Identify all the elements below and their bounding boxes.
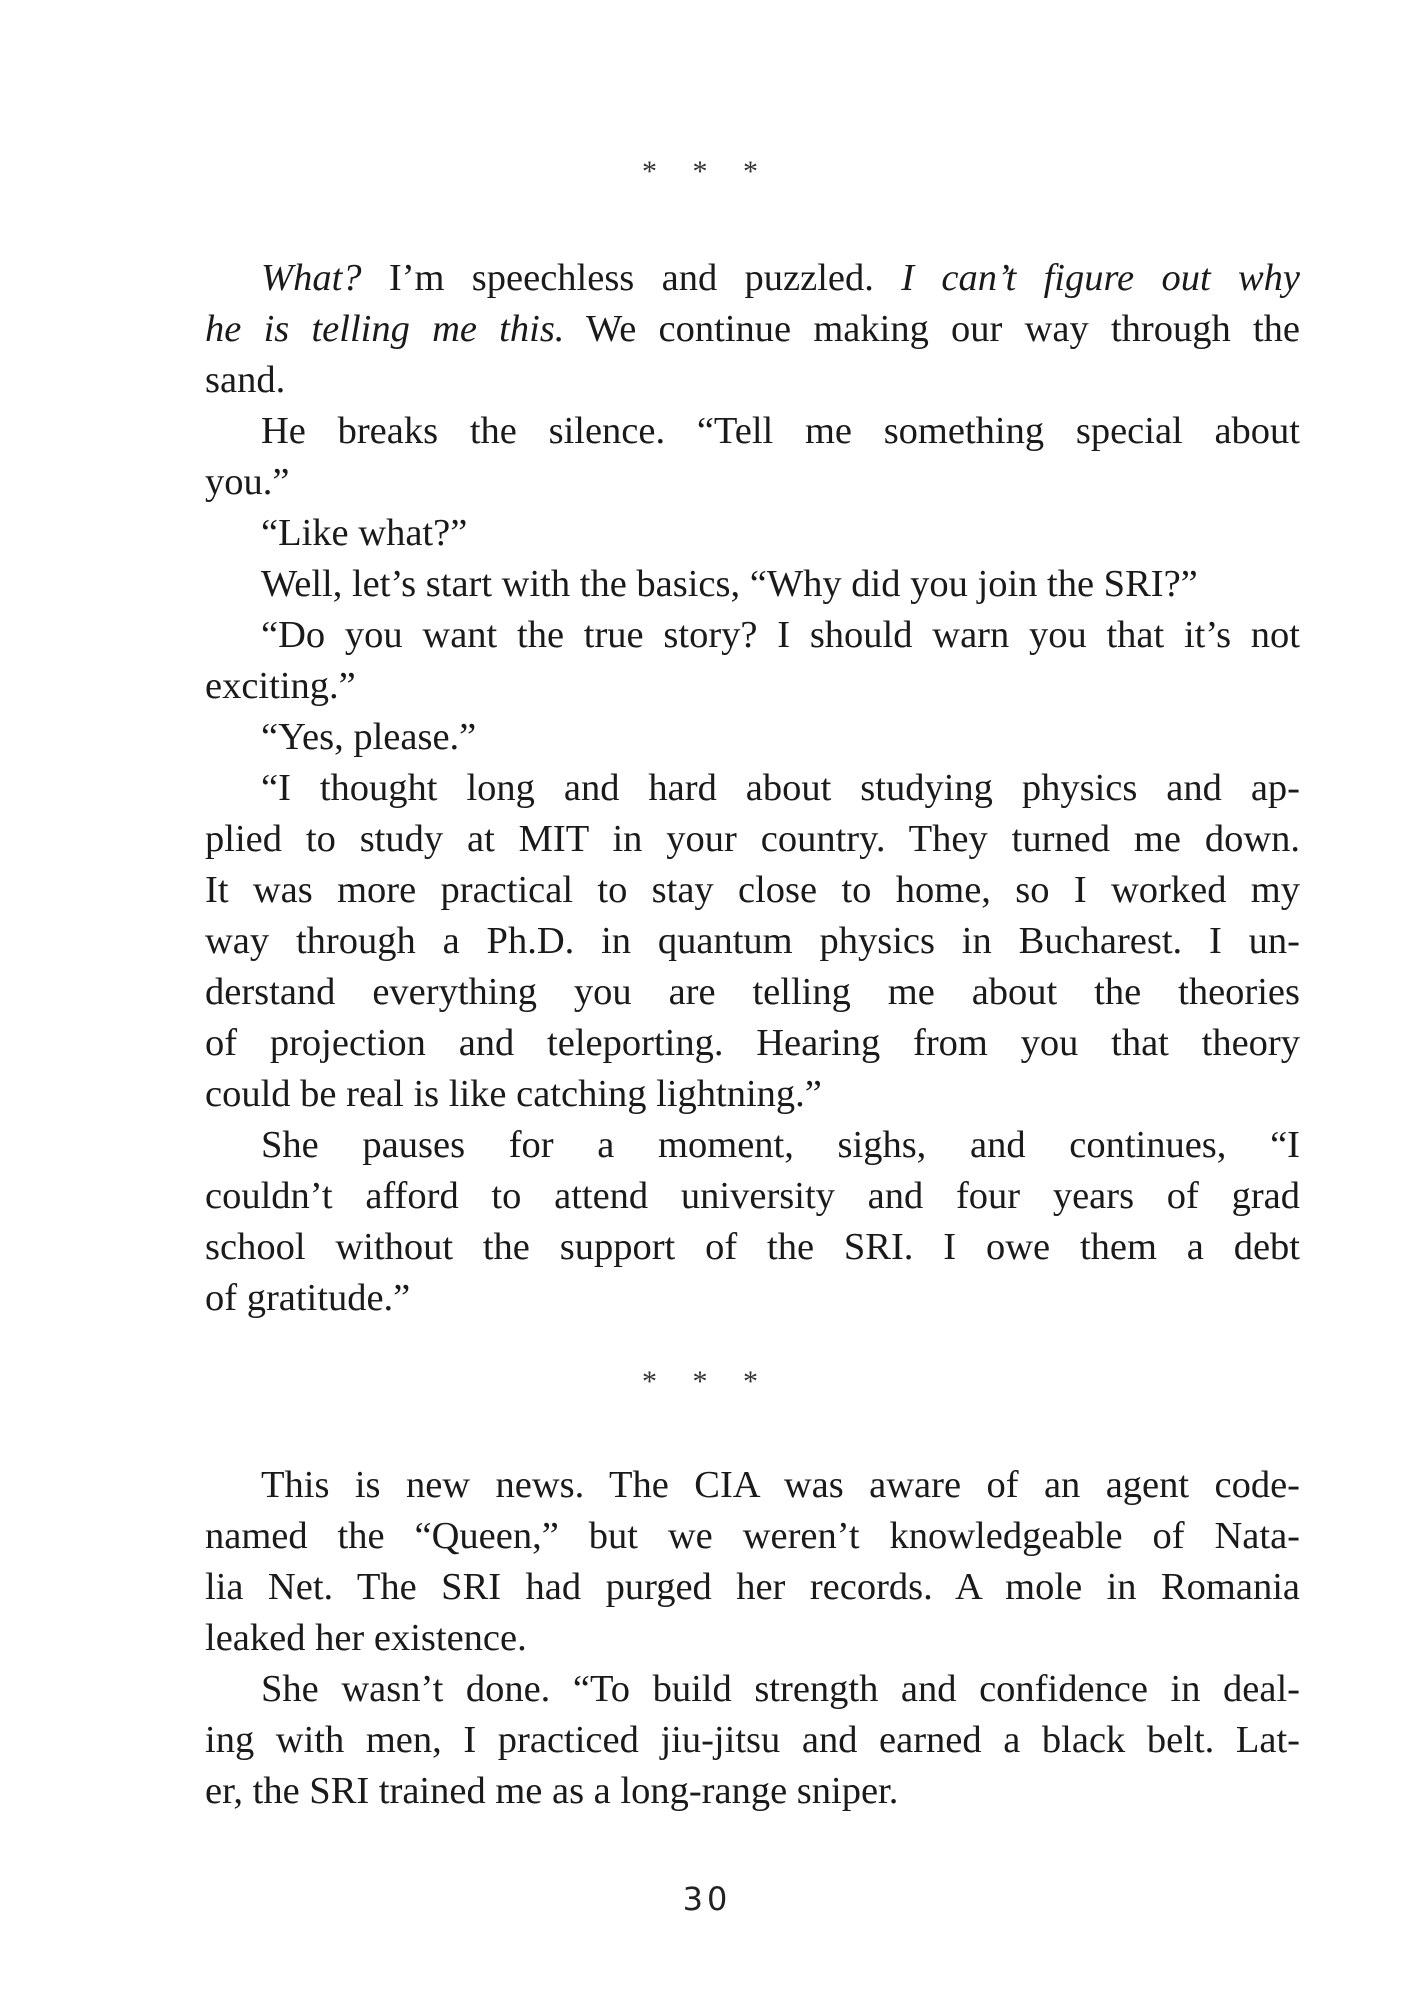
text-line: named the “Queen,” but we weren’t knowledgeable of Nata- <box>205 1515 1300 1557</box>
italic-text: he is telling me this. <box>205 308 565 350</box>
text-line: “Like what?” <box>261 512 468 554</box>
text-line: plied to study at MIT in your country. They turned me down. <box>205 818 1300 860</box>
text-line: you.” <box>205 461 290 503</box>
section-separator: * * * <box>642 1365 772 1398</box>
text-line: “I thought long and hard about studying physics and ap- <box>261 767 1300 809</box>
text-line: leaked her existence. <box>205 1617 527 1659</box>
text-line: sand. <box>205 359 286 401</box>
text-line: ing with men, I practiced jiu-jitsu and earned a black belt. Lat- <box>205 1719 1300 1761</box>
text-line: he is telling me this. We continue making our way through the <box>205 308 1300 350</box>
italic-text: What? <box>261 257 362 299</box>
text-line: She wasn’t done. “To build strength and confidence in deal- <box>261 1668 1300 1710</box>
text-line: Well, let’s start with the basics, “Why did you join the SRI?” <box>261 563 1198 605</box>
italic-text: I can’t figure out why <box>901 257 1300 299</box>
text-line: couldn’t afford to attend university and four years of grad <box>205 1175 1300 1217</box>
text-line: of gratitude.” <box>205 1277 411 1319</box>
text-line: lia Net. The SRI had purged her records. A mole in Romania <box>205 1566 1300 1608</box>
text-line: er, the SRI trained me as a long-range sniper. <box>205 1770 899 1812</box>
text-line: derstand everything you are telling me about the theories <box>205 971 1300 1013</box>
text-line: What? I’m speechless and puzzled. I can’t figure out why <box>261 257 1300 299</box>
text-line: school without the support of the SRI. I owe them a debt <box>205 1226 1300 1268</box>
text-line: This is new news. The CIA was aware of an agent code- <box>261 1464 1300 1506</box>
text-line: “Do you want the true story? I should warn you that it’s not <box>261 614 1300 656</box>
text-section-1 <box>205 253 1300 1324</box>
text-line: exciting.” <box>205 665 356 707</box>
text-line: It was more practical to stay close to home, so I worked my <box>205 869 1300 911</box>
text-line: way through a Ph.D. in quantum physics in Bucharest. I un- <box>205 920 1300 962</box>
text-line: of projection and teleporting. Hearing from you that theory <box>205 1022 1300 1064</box>
text-section-2 <box>205 1460 1300 1817</box>
text-line: could be real is like catching lightning.” <box>205 1073 822 1115</box>
page-number: 30 <box>682 1880 732 1918</box>
text-line: She pauses for a moment, sighs, and continues, “I <box>261 1124 1300 1166</box>
section-separator: * * * <box>642 155 772 188</box>
text-line: He breaks the silence. “Tell me something special about <box>261 410 1300 452</box>
text-line: “Yes, please.” <box>261 716 477 758</box>
